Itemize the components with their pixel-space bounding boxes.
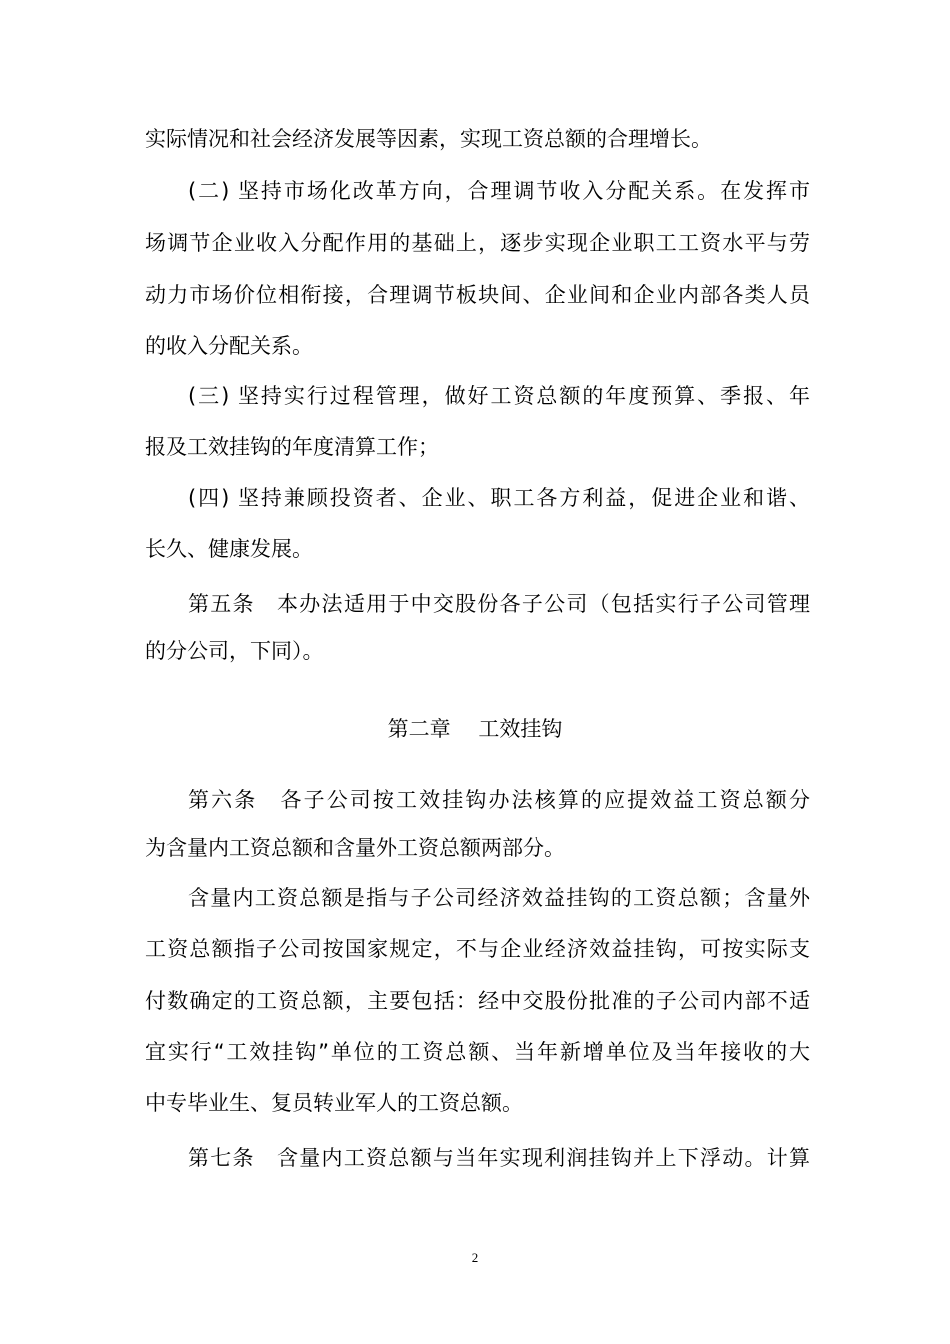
- text-line: 长久、健康发展。: [145, 537, 313, 561]
- text-line: 中专毕业生、复员转业军人的工资总额。: [145, 1091, 523, 1115]
- text-line: (四) 坚持兼顾投资者、企业、职工各方利益，促进企业和谐、: [188, 486, 810, 510]
- text-line: 工资总额指子公司按国家规定，不与企业经济效益挂钩，可按实际支: [145, 937, 810, 961]
- text-line: 动力市场价位相衔接，合理调节板块间、企业间和企业内部各类人员: [145, 283, 810, 307]
- text-line: (三) 坚持实行过程管理，做好工资总额的年度预算、季报、年: [188, 384, 810, 408]
- text-line: 含量内工资总额是指与子公司经济效益挂钩的工资总额；含量外: [188, 886, 810, 910]
- text-line: 宜实行“工效挂钩”单位的工资总额、当年新增单位及当年接收的大: [145, 1040, 810, 1064]
- text-line: 为含量内工资总额和含量外工资总额两部分。: [145, 836, 565, 860]
- text-line: (二) 坚持市场化改革方向，合理调节收入分配关系。在发挥市: [188, 179, 810, 203]
- text-line: 的收入分配关系。: [145, 334, 313, 358]
- text-line: 付数确定的工资总额，主要包括：经中交股份批准的子公司内部不适: [145, 989, 810, 1013]
- text-line: 报及工效挂钩的年度清算工作；: [145, 435, 439, 459]
- page-number: 2: [471, 1250, 479, 1265]
- text-line: 的分公司，下同）。: [145, 639, 324, 663]
- text-line: 第七条 含量内工资总额与当年实现利润挂钩并上下浮动。计算: [188, 1146, 810, 1170]
- text-line: 场调节企业收入分配作用的基础上，逐步实现企业职工工资水平与劳: [145, 231, 810, 255]
- text-line: 第六条 各子公司按工效挂钩办法核算的应提效益工资总额分: [188, 788, 810, 812]
- chapter-heading: 第二章 工效挂钩: [387, 717, 563, 741]
- text-line: 第五条 本办法适用于中交股份各子公司（包括实行子公司管理: [188, 592, 810, 616]
- text-line: 实际情况和社会经济发展等因素，实现工资总额的合理增长。: [145, 127, 712, 151]
